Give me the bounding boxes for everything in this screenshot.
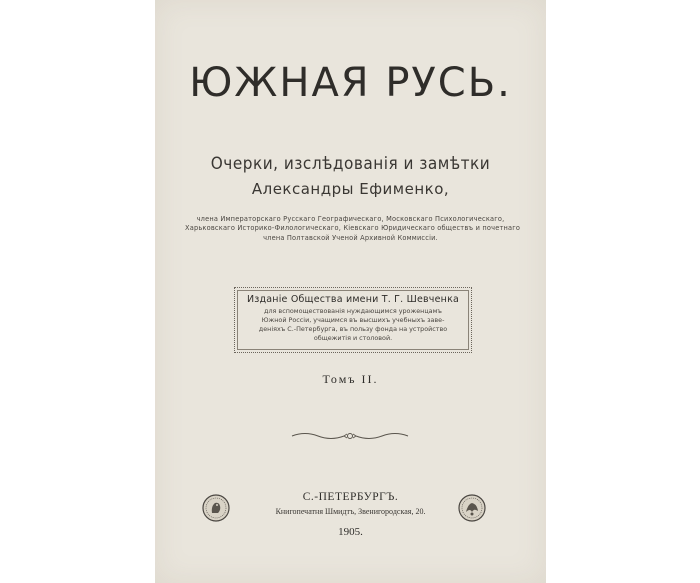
credentials-line: члена Императорскаго Русскаго Географическаго, Московскаго Психологическаго, bbox=[196, 215, 505, 223]
publisher-title: Изданіе Общества имени Т. Г. Шевченка bbox=[246, 294, 460, 305]
publisher-line: деніяхъ С.-Петербурга, въ пользу фонда на устройство bbox=[258, 325, 448, 333]
publication-city: С.-ПЕТЕРБУРГЪ. bbox=[302, 491, 399, 503]
book-title: ЮЖНАЯ РУСЬ. bbox=[189, 60, 512, 106]
credentials-line: Харьковскаго Историко-Филологическаго, Кіевскаго Юридическаго обществъ и почетнаго bbox=[185, 224, 521, 233]
publication-year: 1905. bbox=[338, 526, 363, 538]
title-page bbox=[155, 0, 546, 583]
publisher-description bbox=[238, 307, 468, 343]
author-name: Александры Ефименко, bbox=[251, 180, 450, 198]
printer-info: Книгопечатня Шмидтъ, Звенигородская, 20. bbox=[275, 507, 426, 516]
book-subtitle: Очерки, изслѣдованія и замѣтки bbox=[210, 154, 491, 174]
volume-number: Томъ II. bbox=[322, 372, 379, 386]
ornament-divider bbox=[290, 430, 410, 442]
publisher-line: Южной Россіи, учащимся въ высшихъ учебныхъ заве- bbox=[261, 316, 445, 324]
publisher-line: общежитія и столовой. bbox=[313, 334, 393, 342]
publisher-line: для вспомоществованія нуждающимся уроженцамъ bbox=[264, 307, 442, 315]
credentials-line: члена Полтавской Ученой Архивной Коммиссіи. bbox=[263, 233, 438, 242]
publisher-box bbox=[234, 287, 472, 353]
author-credentials bbox=[185, 215, 521, 243]
publisher-box-inner bbox=[237, 290, 469, 350]
